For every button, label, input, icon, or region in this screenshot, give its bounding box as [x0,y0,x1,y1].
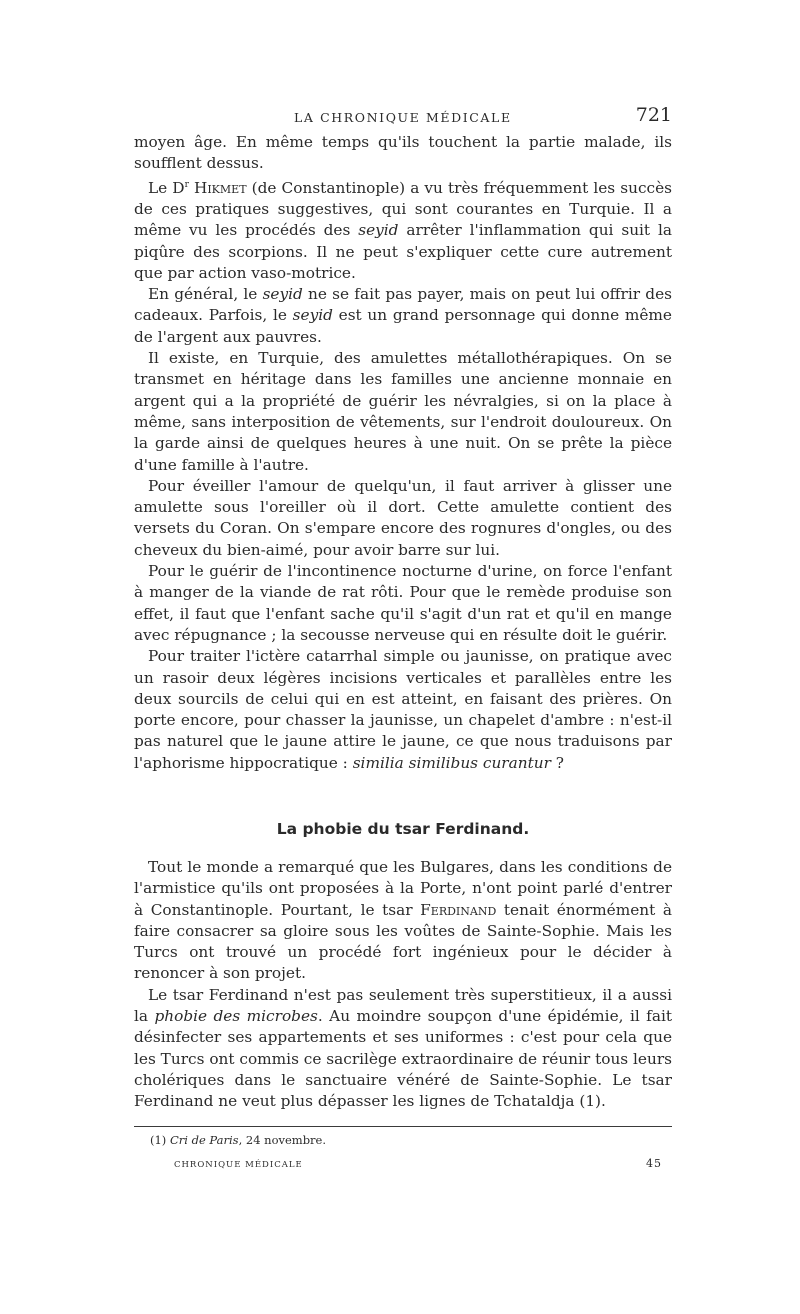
signature-number: 45 [646,1157,662,1170]
author-name: Hikmet [194,178,247,197]
paragraph: Le $D^r$ Hikmet (de Constantinople) a vu très fréquemment les succès de ces pratiques suggestives, qui sont courantes en Turquie. Il a même vu les procédés des seyid arrêter l'inflammation qui suit la piqûre des scorpions. Il ne peut s'expliquer cette cure autrement que par action vaso-motrice. [134,178,672,282]
footnote: (1) Cri de Paris, 24 novembre. [150,1133,327,1147]
signature-line [162,1157,662,1173]
paragraph: Pour éveiller l'amour de quelqu'un, il faut arriver à glisser une amulette sous l'oreiller où il dort. Cette amulette contient des versets du Coran. On s'empare encore des rognures d'ongles, ou des cheveux du bien-aimé, pour avoir barre sur lui. [134,476,672,559]
paragraph: Pour le guérir de l'incontinence nocturne d'urine, on force l'enfant à manger de la viande de rat rôti. Pour que le remède produise son effet, il faut que l'enfant sache qu'il s'agit d'un rat et qu'il en mange avec répugnance ; la secousse nerveuse qui en résulte doit le guérir. [134,562,672,644]
paragraph: moyen âge. En même temps qu'ils touchent la partie malade, ils soufflent dessus. [134,133,672,173]
footnote-divider [134,1126,672,1127]
section-heading: La phobie du tsar Ferdinand. [276,820,530,838]
running-header [134,104,672,134]
paragraph: En général, le seyid ne se fait pas payer, mais on peut lui offrir des cadeaux. Parfois, le seyid est un grand personnage qui donne même de l'argent aux pauvres. [134,285,672,346]
paragraph: Le tsar Ferdinand n'est pas seulement très superstitieux, il a aussi la phobie des microbes. Au moindre soupçon d'une épidémie, il fait désinfecter ses appartements et ses uniformes : c'est pour cela que les Turcs ont commis ce sacrilège extraordinaire de réunir tous leurs cholériques dans le sanctuaire vénéré de Sainte-Sophie. Le tsar Ferdinand ne veut plus dépasser les lignes de Tchataldja (1). [134,985,673,1111]
paragraph: Il existe, en Turquie, des amulettes métallothérapiques. On se transmet en héritage dans les familles une ancienne monnaie en argent qui a la propriété de guérir les névralgies, si on la place à même, sans interposition de vêtements, sur l'endroit douloureux. On la garde ainsi de quelques heures à une nuit. On se prête la pièce d'une famille à l'autre. [134,349,672,474]
latin-aphorism: similia similibus curantur [352,753,551,772]
section-body [134,857,672,1113]
tsar-name: Ferdinand [420,900,497,919]
page-number: 721 [635,104,672,126]
signature-label: CHRONIQUE MÉDICALE [174,1160,303,1170]
body-text [134,132,672,774]
paragraph: Tout le monde a remarqué que les Bulgares, dans les conditions de l'armistice qu'ils ont proposées à la Porte, n'ont point parlé d'entrer à Constantinople. Pourtant, le tsar Ferdinand tenait énormément à faire consacrer sa gloire sous les voûtes de Sainte-Sophie. Mais les Turcs ont trouvé un procédé fort ingénieux pour le décider à renoncer à son projet. [134,858,672,983]
footnote-source: Cri de Paris [169,1133,239,1147]
header-title: LA CHRONIQUE MÉDICALE [294,110,512,125]
paragraph: Pour traiter l'ictère catarrhal simple ou jaunisse, on pratique avec un rasoir deux légères incisions verticales et parallèles entre les deux sourcils de celui qui en est atteint, en faisant des prières. On porte encore, pour chasser la jaunisse, un chapelet d'ambre : n'est-il pas naturel que le jaune attire le jaune, ce que nous traduisons par l'aphorisme hippocratique : similia similibus curantur ? [134,647,672,772]
